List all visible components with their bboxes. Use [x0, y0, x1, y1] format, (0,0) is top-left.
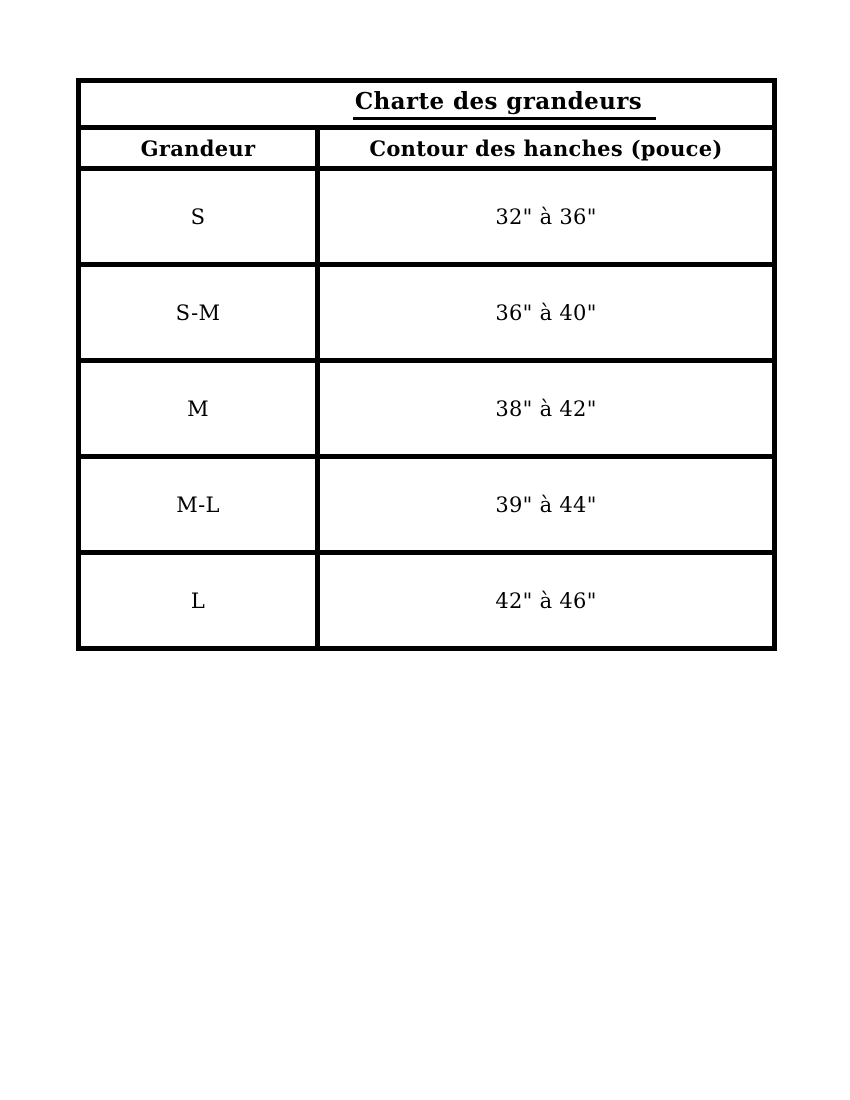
column-header-grandeur: Grandeur	[79, 128, 318, 169]
size-chart-table	[76, 78, 777, 651]
size-cell: M-L	[79, 457, 318, 553]
size-cell: S-M	[79, 265, 318, 361]
column-header-contour-hanches: Contour des hanches (pouce)	[318, 128, 775, 169]
hips-range-cell: 39" à 44"	[318, 457, 775, 553]
table-row	[79, 265, 775, 361]
table-row	[79, 553, 775, 649]
table-title: Charte des grandeurs	[353, 88, 656, 120]
table-row	[79, 169, 775, 265]
hips-range-cell: 38" à 42"	[318, 361, 775, 457]
hips-range-cell: 36" à 40"	[318, 265, 775, 361]
table-row	[79, 361, 775, 457]
table-header-row	[79, 128, 775, 169]
hips-range-cell: 32" à 36"	[318, 169, 775, 265]
table-row	[79, 457, 775, 553]
size-cell: L	[79, 553, 318, 649]
size-cell: S	[79, 169, 318, 265]
size-cell: M	[79, 361, 318, 457]
table-title-cell	[79, 81, 775, 128]
table-title-row	[79, 81, 775, 128]
hips-range-cell: 42" à 46"	[318, 553, 775, 649]
